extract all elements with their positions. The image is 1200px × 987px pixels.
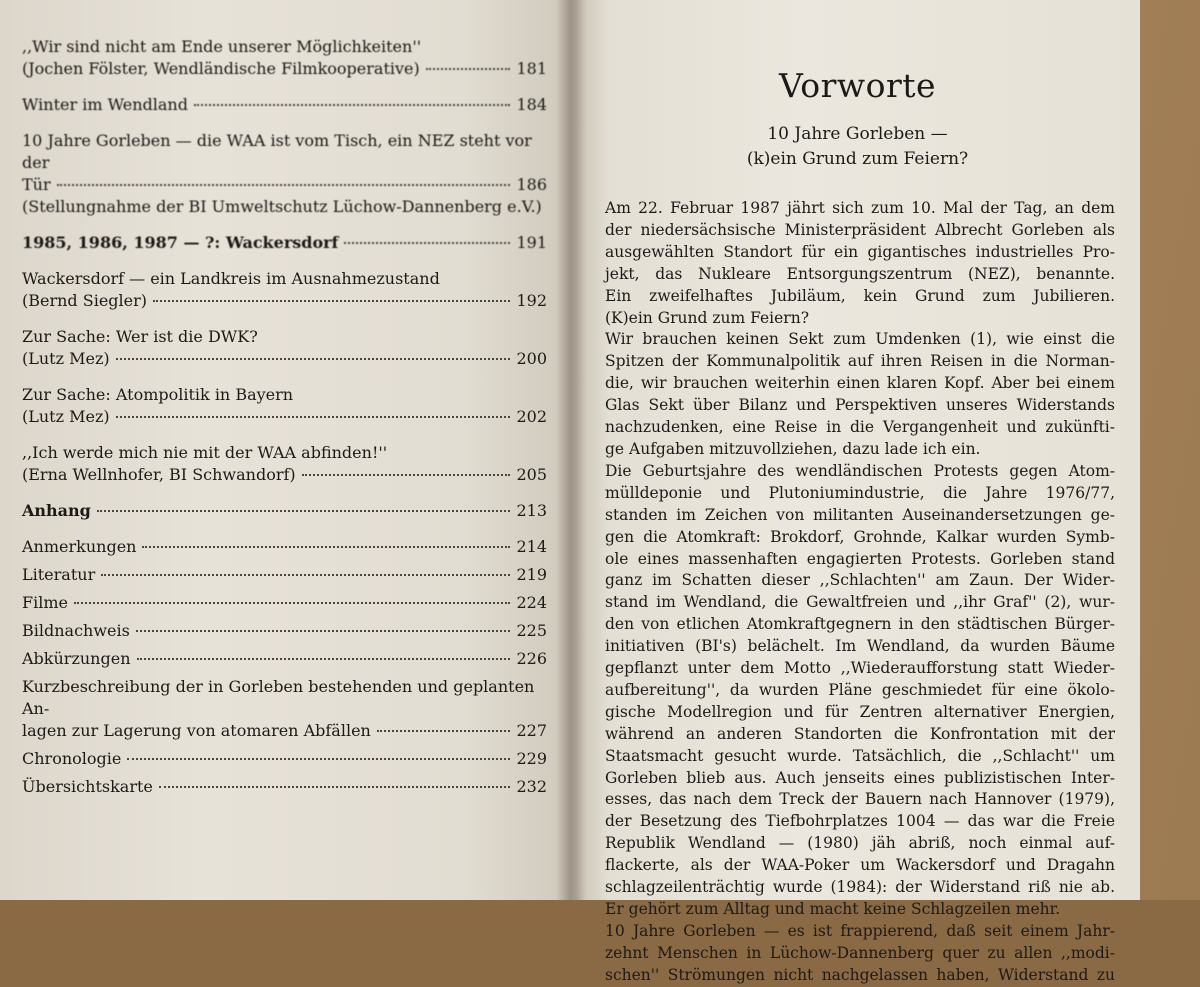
body-line: nachzudenken, eine Reise in die Vergangenheit und zukünfti- (605, 418, 1115, 437)
toc-entry (22, 442, 547, 486)
toc-entry (22, 94, 547, 116)
left-page (0, 0, 575, 900)
body-line: Am 22. Februar 1987 jährt sich zum 10. Mal der Tag, an dem (605, 199, 1115, 217)
toc-leader-dots (101, 574, 510, 576)
body-line: aufbereitung'', da wurden Pläne geschmiedet für eine ökolo- (605, 680, 1115, 699)
toc-entry-title: Anmerkungen (22, 537, 137, 556)
body-line: Ein zweifelhaftes Jubiläum, kein Grund zum Jubilieren. (605, 286, 1115, 305)
toc-leader-dots (142, 546, 510, 548)
toc-entry-title: Chronologie (22, 749, 122, 768)
toc-page-number: 186 (516, 175, 547, 194)
toc-leader-dots (302, 474, 511, 476)
toc-row (22, 592, 547, 614)
toc-leader-dots (97, 510, 511, 512)
toc-entry-title: Übersichtskarte (22, 777, 153, 796)
toc-entry-title: Bildnachweis (22, 621, 130, 640)
body-line: ole eines massenhaften engagierten Protests. Gorleben stand (605, 549, 1115, 568)
toc-row (22, 58, 547, 80)
toc-entry-title: Tür (22, 175, 51, 194)
body-line: die, wir brauchen weiterhin einen klaren Kopf. Aber bei einem (605, 374, 1115, 393)
toc-entry (22, 592, 547, 614)
body-line: schlagzeilenträchtig wurde (1984): der Widerstand riß nie ab. (605, 878, 1115, 897)
body-line: flackerte, als der WAA-Poker um Wackersdorf und Dragahn (605, 856, 1115, 875)
toc-entry-title: ,,Wir sind nicht am Ende unserer Möglichkeiten'' (22, 37, 422, 56)
toc-leader-dots (426, 68, 511, 70)
toc-entry-title: lagen zur Lagerung von atomaren Abfällen (22, 721, 371, 740)
toc-page-number: 191 (516, 233, 547, 252)
toc-entry-title: Anhang (22, 501, 91, 520)
toc-row (22, 620, 547, 642)
body-line: mülldeponie und Plutoniumindustrie, die Jahre 1976/77, (605, 483, 1115, 502)
body-line: Glas Sekt über Bilanz und Perspektiven unseres Widerstands (605, 396, 1115, 415)
toc-row (22, 500, 547, 522)
toc-page-number: 214 (516, 537, 547, 556)
toc-entry (22, 536, 547, 558)
body-line: schen'' Strömungen nicht nachgelassen haben, Widerstand zu (605, 965, 1115, 984)
toc-entry-title: Winter im Wendland (22, 95, 188, 114)
toc-row (22, 648, 547, 670)
toc-entry (22, 130, 547, 218)
toc-row (22, 94, 547, 116)
toc-entry-title: 1985, 1986, 1987 — ?: Wackersdorf (22, 233, 339, 252)
toc-entry-author: (Lutz Mez) (22, 407, 110, 426)
toc-page-number: 181 (516, 59, 547, 78)
toc-entry (22, 268, 547, 312)
toc-entry-title: Kurzbeschreibung der in Gorleben bestehenden und geplanten An- (22, 677, 535, 718)
toc-entry-author: (Lutz Mez) (22, 349, 110, 368)
toc-entry-title: Filme (22, 593, 68, 612)
toc-entry-author: (Jochen Fölster, Wendländische Filmkooperative) (22, 59, 420, 78)
toc-leader-dots (137, 658, 511, 660)
toc-leader-dots (116, 358, 511, 360)
toc-page-number: 227 (516, 721, 547, 740)
toc-entry-title: Wackersdorf — ein Landkreis im Ausnahmezustand (22, 269, 440, 288)
body-line: der niedersächsische Ministerpräsident Albrecht Gorleben als (605, 220, 1115, 239)
body-line: ausgewählten Standort für ein gigantisches industrielles Pro- (605, 242, 1115, 261)
toc-row (22, 290, 547, 312)
toc-entry-title: Zur Sache: Wer ist die DWK? (22, 327, 258, 346)
toc-entry-title: Literatur (22, 565, 96, 584)
toc-page-number: 224 (516, 593, 547, 612)
toc-leader-dots (74, 602, 510, 604)
toc-entry (22, 564, 547, 586)
toc-row (22, 776, 547, 798)
right-page (575, 0, 1140, 984)
toc-entry (22, 620, 547, 642)
toc-page-number: 219 (516, 565, 547, 584)
toc-section (22, 500, 547, 522)
toc-leader-dots (377, 730, 511, 732)
body-line: Republik Wendland — (1980) jäh abriß, noch einmal auf- (605, 834, 1115, 853)
body-line: Die Geburtsjahre des wendländischen Protests gegen Atom- (605, 461, 1115, 480)
body-line: gen die Atomkraft: Brokdorf, Grohnde, Kalkar wurden Symb- (605, 527, 1115, 546)
body-line: Wir brauchen keinen Sekt zum Umdenken (1), wie einst die (605, 330, 1115, 349)
body-line: der Besetzung des Tiefbohrplatzes 1004 — das war die Freie (605, 812, 1115, 831)
table-of-contents (22, 36, 547, 804)
toc-entry-author: (Erna Wellnhofer, BI Schwandorf) (22, 465, 296, 484)
toc-row (22, 406, 547, 428)
toc-entry-title: Zur Sache: Atompolitik in Bayern (22, 385, 294, 404)
body-line: ganz im Schatten dieser ,,Schlachten'' am Zaun. Der Wider- (605, 571, 1115, 590)
toc-entry-title: Abkürzungen (22, 649, 131, 668)
toc-leader-dots (127, 758, 510, 760)
toc-entry-title: 10 Jahre Gorleben — die WAA ist vom Tisch, ein NEZ steht vor der (22, 131, 532, 172)
toc-row (22, 536, 547, 558)
toc-page-number: 225 (516, 621, 547, 640)
body-line: (K)ein Grund zum Feiern? (605, 308, 810, 327)
toc-page-number: 213 (516, 501, 547, 520)
toc-page-number: 200 (516, 349, 547, 368)
body-line: ge Aufgaben mitzuvollziehen, dazu lade ich ein. (605, 439, 981, 458)
toc-row (22, 720, 547, 742)
toc-entry (22, 648, 547, 670)
body-line: Spitzen der Kommunalpolitik auf ihren Reisen in die Norman- (605, 352, 1115, 371)
toc-page-number: 202 (516, 407, 547, 426)
body-line: zehnt Menschen in Lüchow-Dannenberg quer zu allen ,,modi- (605, 943, 1115, 962)
body-line: den von etlichen Atomkraftgegnern in den städtischen Bürger- (605, 615, 1115, 634)
body-line: initiativen (BI's) belächelt. Im Wendland, da wurden Bäume (605, 637, 1115, 656)
toc-entry (22, 748, 547, 770)
toc-entry (22, 676, 547, 742)
body-line: jekt, das Nukleare Entsorgungszentrum (NEZ), benannte. (605, 264, 1115, 283)
toc-row (22, 564, 547, 586)
body-line: esses, das nach dem Treck der Bauern nach Hannover (1979), (605, 790, 1115, 809)
body-line: Staatsmacht gesucht wurde. Tatsächlich, die ,,Schlacht'' um (605, 746, 1115, 765)
body-line: während an anderen Standorten die Konfrontation mit der (605, 724, 1115, 743)
toc-entry-author: (Stellungnahme der BI Umweltschutz Lüchow-Dannenberg e.V.) (22, 197, 542, 216)
toc-row (22, 748, 547, 770)
toc-page-number: 232 (516, 777, 547, 796)
foreword-body (605, 198, 1115, 987)
toc-row (22, 348, 547, 370)
toc-leader-dots (344, 242, 510, 244)
toc-row (22, 464, 547, 486)
toc-entry (22, 36, 547, 80)
subtitle-line: (k)ein Grund zum Feiern? (746, 149, 969, 169)
toc-page-number: 226 (516, 649, 547, 668)
toc-entry-author: (Bernd Siegler) (22, 291, 148, 310)
toc-section (22, 232, 547, 254)
toc-leader-dots (194, 104, 511, 106)
toc-page-number: 192 (516, 291, 547, 310)
page-subtitle (575, 122, 1140, 172)
body-line: Er gehört zum Alltag und macht keine Schlagzeilen mehr. (605, 900, 1061, 918)
body-line: standen im Zeichen von militanten Auseinandersetzungen ge- (605, 505, 1115, 524)
subtitle-line: 10 Jahre Gorleben — (767, 124, 948, 144)
toc-page-number: 229 (516, 749, 547, 768)
toc-entry-title: ,,Ich werde mich nie mit der WAA abfinden!'' (22, 443, 388, 462)
toc-row (22, 174, 547, 196)
toc-entry (22, 326, 547, 370)
toc-page-number: 205 (516, 465, 547, 484)
body-line: gische Modellregion und für Zentren alternativer Energien, (605, 702, 1115, 721)
body-line: gepflanzt unter dem Motto ,,Wiederaufforstung statt Wieder- (605, 659, 1115, 678)
toc-page-number: 184 (516, 95, 547, 114)
toc-entry (22, 384, 547, 428)
body-line: 10 Jahre Gorleben — es ist frappierend, daß seit einem Jahr- (605, 921, 1115, 940)
toc-leader-dots (153, 300, 510, 302)
page-title: Vorworte (778, 66, 937, 105)
toc-leader-dots (116, 416, 511, 418)
toc-leader-dots (57, 184, 511, 186)
toc-leader-dots (159, 786, 511, 788)
toc-leader-dots (136, 630, 511, 632)
toc-row (22, 232, 547, 254)
toc-entry (22, 776, 547, 798)
body-line: Gorleben blieb aus. Auch jenseits eines publizistischen Inter- (605, 768, 1115, 787)
body-line: stand im Wendland, die Gewaltfreien und ,,ihr Graf'' (2), wur- (605, 593, 1115, 612)
